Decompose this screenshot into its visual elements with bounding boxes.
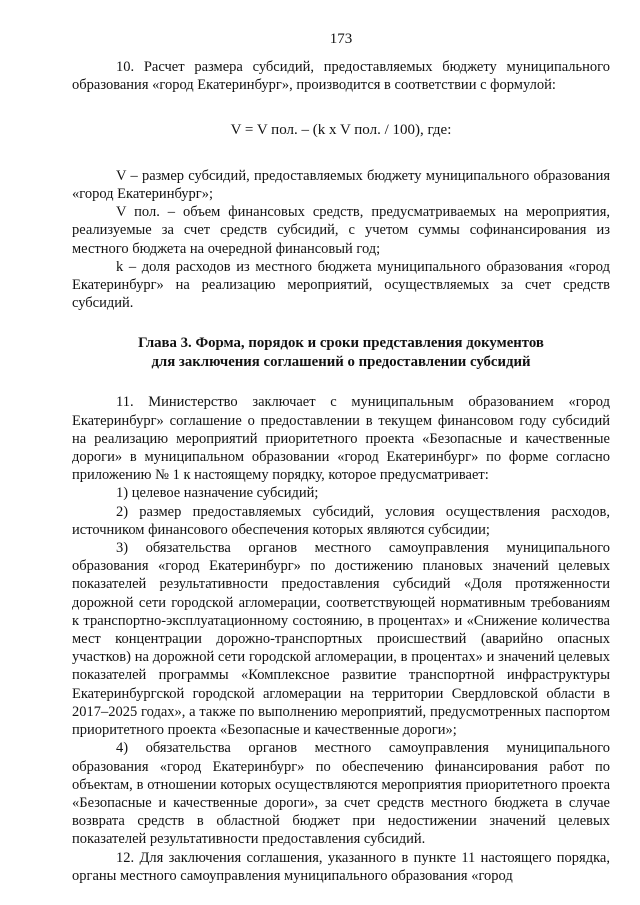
page-number: 173 [329,31,353,47]
definition-v: V – размер субсидий, предоставляемых бюджету муниципального образования «город Екатеринбург»; [72,167,610,203]
paragraph-10: 10. Расчет размера субсидий, предоставляемых бюджету муниципального образования «город Екатеринбург», производится в соответствии с формулой: [72,59,610,94]
paragraph-11: 11. Министерство заключает с муниципальным образованием «город Екатеринбург» соглашение о предоставлении в текущем финансовом году субсидий на реализацию мероприятий приоритетного проекта «Безопасные и качественные дороги» в муниципальном образовании «город Екатеринбург» по форме согласно приложению № 1 к настоящему порядку, которое предусматривает: [72,394,610,484]
list-item-1: 1) целевое назначение субсидий; [116,485,319,502]
paragraph-12: 12. Для заключения соглашения, указанного в пункте 11 настоящего порядка, органы местного самоуправления муниципального образования «город [72,849,610,884]
definition-v-pol: V пол. – объем финансовых средств, предусматриваемых на мероприятия, реализуемые за счет средств субсидий, с учетом суммы софинансирования из местного бюджета на очередной финансовый год; [72,204,610,257]
list-item-3: 3) обязательства органов местного самоуправления муниципального образования «город Екатеринбург» по достижению плановых значений целевых показателей результативности предоставления субсидий «Доля протяженности дорожной сети городской агломерации, соответствующей нормативным требованиям к транспортно-эксплуатационному состоянию, в процентах» и «Снижение количества мест концентрации дорожно-транспортных происшествий (аварийно опасных участков) на дорожной сети городской агломерации, в процентах» и значений целевых показателей программы «Комплексное развитие транспортной инфраструктуры Екатеринбургской городской агломерации на территории Свердловской области в 2017–2025 годах», а также по выполнению мероприятий, предусмотренных паспортом приоритетного проекта «Безопасные и качественные дороги»; [72,540,610,739]
list-item-2: 2) размер предоставляемых субсидий, условия осуществления расходов, источником финансового обеспечения которых являются субсидии; [72,503,610,538]
chapter-heading-line-2: для заключения соглашений о предоставлении субсидий [151,353,531,370]
definition-k: k – доля расходов из местного бюджета муниципального образования «город Екатеринбург» на реализацию мероприятий, осуществляемых за счет средств субсидий. [72,258,610,312]
formula: V = V пол. – (k x V пол. / 100), где: [230,121,452,138]
chapter-heading-line-1: Глава 3. Форма, порядок и сроки представления документов [138,335,544,352]
list-item-4: 4) обязательства органов местного самоуправления муниципального образования «город Екатеринбург» по обеспечению финансирования работ по объектам, в отношении которых осуществляются мероприятия приоритетного проекта «Безопасные и качественные дороги», за счет средств местного бюджета в случае возврата средств в областной бюджет при недостижении значений целевых показателей результативности предоставления субсидий. [72,740,610,848]
chapter-heading [72,334,610,371]
